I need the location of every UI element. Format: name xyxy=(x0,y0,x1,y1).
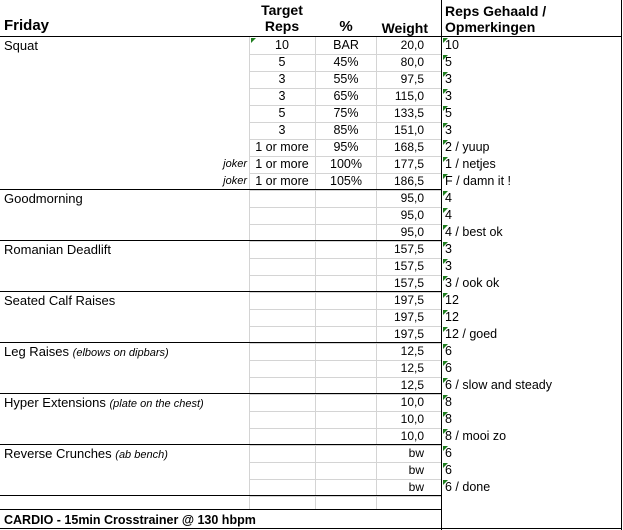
remark-cell: 4 xyxy=(445,191,452,205)
percent-cell: 85% xyxy=(333,123,359,137)
target-reps-cell: 5 xyxy=(278,106,286,120)
remark-cell: 4 / best ok xyxy=(445,225,503,239)
percent-header: % xyxy=(339,18,353,35)
remark-cell: 5 xyxy=(445,106,452,120)
comment-indicator-icon[interactable] xyxy=(443,225,448,230)
weight-cell: 20,0 xyxy=(400,38,424,52)
remark-cell: 6 xyxy=(445,463,452,477)
exercise-name: Seated Calf Raises xyxy=(4,293,116,308)
cardio-footer: CARDIO - 15min Crosstrainer @ 130 hbpm xyxy=(4,513,256,527)
weight-cell: 95,0 xyxy=(400,191,424,205)
weight-cell: 12,5 xyxy=(400,378,424,392)
comment-indicator-icon[interactable] xyxy=(443,157,448,162)
target-reps-cell: 1 or more xyxy=(255,157,309,171)
row-gridline xyxy=(250,275,441,276)
target-reps-cell: 5 xyxy=(278,55,286,69)
exercise-group-divider xyxy=(0,444,441,445)
comment-indicator-icon[interactable] xyxy=(443,174,448,179)
row-gridline xyxy=(250,326,441,327)
weight-cell: bw xyxy=(408,463,424,477)
remark-cell: 3 / ook ok xyxy=(445,276,500,290)
remark-cell: 8 xyxy=(445,395,452,409)
weight-cell: 133,5 xyxy=(393,106,424,120)
weight-cell: 80,0 xyxy=(400,55,424,69)
exercise-cell xyxy=(4,241,111,258)
sheet-right-border xyxy=(621,0,622,530)
comment-indicator-icon[interactable] xyxy=(443,412,448,417)
exercise-note: (elbows on dipbars) xyxy=(72,347,169,359)
weight-cell: 197,5 xyxy=(393,293,424,307)
row-gridline xyxy=(250,105,441,106)
weight-cell: 115,0 xyxy=(394,89,424,103)
weight-cell: 177,5 xyxy=(393,157,424,171)
exercise-name: Squat xyxy=(4,38,38,53)
row-gridline xyxy=(250,88,441,89)
comment-indicator-icon[interactable] xyxy=(443,429,448,434)
comment-indicator-icon[interactable] xyxy=(443,191,448,196)
remarks-divider xyxy=(441,0,442,530)
row-gridline xyxy=(250,156,441,157)
target-reps-header-line1: Target xyxy=(261,2,303,18)
weight-cell: 95,0 xyxy=(400,208,424,222)
weight-cell: bw xyxy=(408,446,424,460)
remark-cell: 6 xyxy=(445,344,452,358)
comment-indicator-icon[interactable] xyxy=(443,395,448,400)
day-title: Friday xyxy=(4,17,50,34)
column-gridline xyxy=(249,37,250,509)
weight-cell: 151,0 xyxy=(393,123,424,137)
row-gridline xyxy=(250,411,441,412)
exercise-note: (ab bench) xyxy=(115,449,168,461)
comment-indicator-icon[interactable] xyxy=(443,446,448,451)
header-divider xyxy=(0,36,622,37)
target-reps-cell: 1 or more xyxy=(255,140,309,154)
row-gridline xyxy=(250,428,441,429)
comment-indicator-icon[interactable] xyxy=(443,310,448,315)
row-gridline xyxy=(250,445,441,446)
comment-indicator-icon[interactable] xyxy=(443,208,448,213)
comment-indicator-icon[interactable] xyxy=(443,259,448,264)
footer-divider xyxy=(0,509,441,510)
row-gridline xyxy=(250,224,441,225)
remark-cell: 8 / mooi zo xyxy=(445,429,507,443)
weight-cell: 157,5 xyxy=(393,276,424,290)
row-gridline xyxy=(250,173,441,174)
percent-cell: BAR xyxy=(333,38,359,52)
exercise-group-divider xyxy=(0,342,441,343)
row-gridline xyxy=(250,190,441,191)
weight-cell: 197,5 xyxy=(393,327,424,341)
exercise-group-divider xyxy=(0,393,441,394)
remark-cell: 1 / netjes xyxy=(445,157,496,171)
comment-indicator-icon[interactable] xyxy=(443,327,448,332)
remark-cell: 6 xyxy=(445,361,452,375)
comment-indicator-icon[interactable] xyxy=(443,276,448,281)
row-gridline xyxy=(250,139,441,140)
row-gridline xyxy=(250,54,441,55)
exercise-cell xyxy=(4,394,204,411)
weight-cell: 97,5 xyxy=(400,72,424,86)
exercise-cell xyxy=(4,190,83,207)
row-gridline xyxy=(250,258,441,259)
percent-cell: 75% xyxy=(333,106,359,120)
row-gridline xyxy=(250,241,441,242)
exercise-name: Hyper Extensions xyxy=(4,395,106,410)
row-gridline xyxy=(250,360,441,361)
percent-cell: 45% xyxy=(333,55,359,69)
remark-cell: 12 xyxy=(445,293,459,307)
comment-indicator-icon[interactable] xyxy=(443,293,448,298)
exercise-cell xyxy=(4,292,115,309)
remark-cell: F / damn it ! xyxy=(445,174,511,188)
row-gridline xyxy=(250,309,441,310)
joker-label: joker xyxy=(223,158,247,170)
comment-indicator-icon[interactable] xyxy=(443,106,448,111)
target-reps-header-line2: Reps xyxy=(264,18,300,34)
row-gridline xyxy=(250,496,441,497)
remark-cell: 3 xyxy=(445,89,452,103)
remark-cell: 12 xyxy=(445,310,459,324)
percent-cell: 95% xyxy=(333,140,359,154)
exercise-name: Goodmorning xyxy=(4,191,83,206)
remark-cell: 10 xyxy=(445,38,459,52)
joker-label: joker xyxy=(223,175,247,187)
weight-header: Weight xyxy=(381,20,428,36)
exercise-cell xyxy=(4,37,38,54)
remark-cell: 12 / goed xyxy=(445,327,498,341)
row-gridline xyxy=(250,479,441,480)
remarks-header-line2: Opmerkingen xyxy=(445,19,536,35)
weight-cell: 157,5 xyxy=(393,259,424,273)
remark-cell: 3 xyxy=(445,123,452,137)
row-gridline xyxy=(250,343,441,344)
target-reps-cell: 10 xyxy=(275,38,289,52)
weight-cell: 12,5 xyxy=(400,344,424,358)
weight-cell: 12,5 xyxy=(400,361,424,375)
comment-indicator-icon[interactable] xyxy=(443,89,448,94)
column-gridline xyxy=(315,37,316,509)
remark-cell: 3 xyxy=(445,242,452,256)
comment-indicator-icon[interactable] xyxy=(443,242,448,247)
remark-cell: 2 / yuup xyxy=(445,140,490,154)
comment-indicator-icon[interactable] xyxy=(251,38,256,43)
row-gridline xyxy=(250,207,441,208)
remark-cell: 3 xyxy=(445,259,452,273)
weight-cell: bw xyxy=(408,480,424,494)
comment-indicator-icon[interactable] xyxy=(443,463,448,468)
row-gridline xyxy=(250,394,441,395)
weight-cell: 95,0 xyxy=(400,225,424,239)
comment-indicator-icon[interactable] xyxy=(443,38,448,43)
row-gridline xyxy=(250,377,441,378)
weight-cell: 10,0 xyxy=(400,395,424,409)
comment-indicator-icon[interactable] xyxy=(443,72,448,77)
exercise-group-divider xyxy=(0,291,441,292)
row-gridline xyxy=(250,122,441,123)
remark-cell: 5 xyxy=(445,55,452,69)
exercise-group-divider xyxy=(0,240,441,241)
comment-indicator-icon[interactable] xyxy=(443,344,448,349)
exercise-cell xyxy=(4,445,168,462)
exercise-group-divider xyxy=(0,189,441,190)
percent-cell: 100% xyxy=(330,157,362,171)
comment-indicator-icon[interactable] xyxy=(443,361,448,366)
target-reps-cell: 3 xyxy=(278,123,286,137)
column-gridline xyxy=(376,37,377,509)
sheet-bottom-border xyxy=(0,528,622,529)
row-gridline xyxy=(250,71,441,72)
remark-cell: 8 xyxy=(445,412,452,426)
percent-cell: 105% xyxy=(330,174,362,188)
comment-indicator-icon[interactable] xyxy=(443,140,448,145)
exercise-cell xyxy=(4,343,169,360)
weight-cell: 186,5 xyxy=(393,174,424,188)
weight-cell: 197,5 xyxy=(393,310,424,324)
remark-cell: 4 xyxy=(445,208,452,222)
weight-cell: 168,5 xyxy=(393,140,424,154)
weight-cell: 10,0 xyxy=(400,412,424,426)
percent-cell: 65% xyxy=(333,89,359,103)
exercise-note: (plate on the chest) xyxy=(109,398,204,410)
comment-indicator-icon[interactable] xyxy=(443,480,448,485)
remark-cell: 6 xyxy=(445,446,452,460)
remark-cell: 6 / done xyxy=(445,480,491,494)
row-gridline xyxy=(250,292,441,293)
exercise-name: Reverse Crunches xyxy=(4,446,112,461)
comment-indicator-icon[interactable] xyxy=(443,123,448,128)
comment-indicator-icon[interactable] xyxy=(443,378,448,383)
target-reps-cell: 3 xyxy=(278,89,286,103)
row-gridline xyxy=(250,462,441,463)
remark-cell: 3 xyxy=(445,72,452,86)
percent-cell: 55% xyxy=(333,72,359,86)
exercise-name: Leg Raises xyxy=(4,344,70,359)
remark-cell: 6 / slow and steady xyxy=(445,378,553,392)
weight-cell: 157,5 xyxy=(393,242,424,256)
target-reps-cell: 3 xyxy=(278,72,286,86)
target-reps-cell: 1 or more xyxy=(255,174,309,188)
remarks-header-line1: Reps Gehaald / xyxy=(445,3,547,19)
exercise-group-divider xyxy=(0,495,441,496)
exercise-name: Romanian Deadlift xyxy=(4,242,111,257)
comment-indicator-icon[interactable] xyxy=(443,55,448,60)
weight-cell: 10,0 xyxy=(400,429,424,443)
